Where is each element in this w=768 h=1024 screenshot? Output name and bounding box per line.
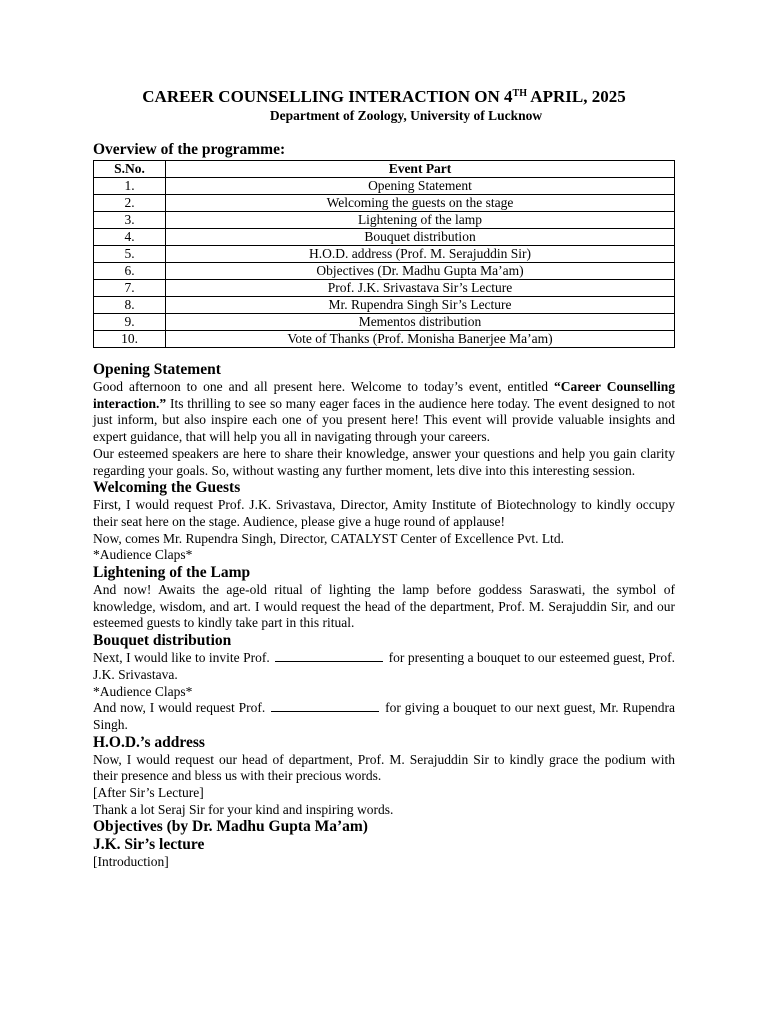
table-row (94, 195, 675, 212)
table-cell: 8. (94, 297, 166, 314)
table-row (94, 246, 675, 263)
column-header: S.No. (94, 161, 166, 178)
bouquet-paragraph-3: And now, I would request Prof. for giving a bouquet to our next guest, Mr. Rupendra Singh. (93, 700, 676, 732)
table-row (94, 314, 675, 331)
objectives-heading: Objectives (by Dr. Madhu Gupta Ma’am) (93, 818, 368, 836)
welcome-heading: Welcoming the Guests (93, 479, 241, 497)
document-subtitle: Department of Zoology, University of Lucknow (269, 108, 543, 123)
welcome-paragraph-1: First, I would request Prof. J.K. Srivastava, Director, Amity Institute of Biotechnology to kindly occupy their seat here on the stage. Audience, please give a huge round of applause! (93, 497, 675, 529)
jk-introduction: [Introduction] (93, 854, 169, 870)
hod-paragraph-1: Now, I would request our head of department, Prof. M. Serajuddin Sir to kindly grace the podium with their presence and bless us with their precious words. (93, 751, 675, 784)
table-cell: Objectives (Dr. Madhu Gupta Ma’am) (166, 263, 675, 280)
table-cell: Mementos distribution (166, 314, 675, 331)
document-title: CAREER COUNSELLING INTERACTION ON 4TH APRIL, 2025 (142, 87, 626, 106)
jk-lecture-heading: J.K. Sir’s lecture (93, 836, 205, 854)
table-cell: Opening Statement (166, 178, 675, 195)
table-cell: 7. (94, 280, 166, 297)
lamp-heading: Lightening of the Lamp (93, 564, 251, 582)
table-cell: 3. (94, 212, 166, 229)
table-cell: Bouquet distribution (166, 229, 675, 246)
table-row (94, 280, 675, 297)
table-cell: 6. (94, 263, 166, 280)
table-row (94, 229, 675, 246)
table-row (94, 178, 675, 195)
table-header-row (94, 161, 675, 178)
document-body (93, 141, 675, 871)
table-row (94, 212, 675, 229)
overview-table (93, 160, 675, 348)
table-cell: Vote of Thanks (Prof. Monisha Banerjee Ma’am) (166, 331, 675, 348)
table-row (94, 263, 675, 280)
opening-paragraph-2: Our esteemed speakers are here to share their knowledge, answer your questions and help you gain clarity regarding your goals. So, without wasting any further moment, lets dive into this interesting session. (93, 445, 675, 478)
bouquet-paragraph-1: Next, I would like to invite Prof. for presenting a bouquet to our esteemed guest, Prof. J.K. Srivastava. (93, 650, 676, 682)
table-row (94, 297, 675, 314)
table-cell: Welcoming the guests on the stage (166, 195, 675, 212)
table-cell: Mr. Rupendra Singh Sir’s Lecture (166, 297, 675, 314)
lamp-paragraph: And now! Awaits the age-old ritual of lighting the lamp before goddess Saraswati, the symbol of knowledge, wisdom, and art. I would request the head of the department, Prof. M. Serajuddin Sir, and our esteemed guests to kindly take part in this ritual. (93, 582, 675, 631)
table-cell: 4. (94, 229, 166, 246)
name-blank (271, 700, 379, 712)
welcome-paragraph-2: Now, comes Mr. Rupendra Singh, Director, CATALYST Center of Excellence Pvt. Ltd. (93, 530, 564, 546)
table-cell: 1. (94, 178, 166, 195)
welcome-paragraph-3: *Audience Claps* (93, 547, 193, 563)
table-cell: 5. (94, 246, 166, 263)
table-cell: Lightening of the lamp (166, 212, 675, 229)
overview-heading: Overview of the programme: (93, 141, 286, 158)
table-row (94, 331, 675, 348)
table-cell: H.O.D. address (Prof. M. Serajuddin Sir) (166, 246, 675, 263)
bouquet-heading: Bouquet distribution (93, 632, 232, 650)
table-cell: 2. (94, 195, 166, 212)
table-cell: Prof. J.K. Srivastava Sir’s Lecture (166, 280, 675, 297)
column-header: Event Part (166, 161, 675, 178)
hod-paragraph-2: [After Sir’s Lecture] (93, 785, 204, 801)
table-cell: 9. (94, 314, 166, 331)
bouquet-paragraph-2: *Audience Claps* (93, 683, 193, 699)
opening-paragraph-1: Good afternoon to one and all present here. Welcome to today’s event, entitled “Career Counselling interaction.” Its thrilling to see so many eager faces in the audience here today. The event designed to not just inform, but also inspire each one of you present here! This event will provide valuable insights and expert guidance, that will help you all in navigating through your careers. (93, 379, 675, 445)
hod-heading: H.O.D.’s address (93, 733, 205, 751)
name-blank (275, 650, 383, 662)
table-cell: 10. (94, 331, 166, 348)
opening-heading: Opening Statement (93, 361, 221, 378)
hod-paragraph-3: Thank a lot Seraj Sir for your kind and inspiring words. (93, 801, 394, 817)
